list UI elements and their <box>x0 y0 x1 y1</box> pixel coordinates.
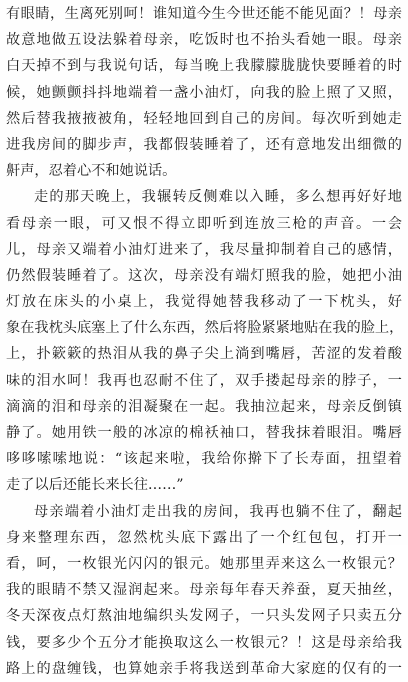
text-line: 冬天深夜点灯熬油地编织头发网子，一只头发网子只卖五分 <box>6 608 402 625</box>
text-line: 哆哆嗦嗦地说：“该起来啦，我给你擀下了长寿面，扭望着 <box>6 451 402 468</box>
text-line: 走的那天晚上，我辗转反侧难以入睡，多么想再好好地 <box>34 189 402 206</box>
text-line: 故意地做五设法躲着母亲，吃饭时也不抬头看她一眼。母亲 <box>6 32 402 49</box>
body-text <box>6 1 402 682</box>
text-line: 候，她颤颤抖抖地端着一盏小油灯，向我的脸上照了又照， <box>6 84 402 101</box>
text-line: 走了以后还能长来长往……” <box>6 477 184 494</box>
text-line: 滴滴的泪和母亲的泪凝聚在一起。我抽泣起来，母亲反倒镇 <box>6 398 402 415</box>
text-line: 母亲端着小油灯走出我的房间，我再也躺不住了，翻起 <box>34 503 402 520</box>
text-line: 鼾声，忍着心不和她说话。 <box>6 163 177 180</box>
text-line: 仍然假装睡着了。这次，母亲没有端灯照我的脸，她把小油 <box>6 267 402 284</box>
text-line: 上，扑簌簌的热泪从我的鼻子尖上淌到嘴唇，苦涩的发着酸 <box>6 346 402 363</box>
text-line: 有眼睛，生离死别呵！谁知道今生今世还能不能见面？！母亲 <box>6 6 402 22</box>
text-line: 象在我枕头底塞上了什么东西，然后将脸紧紧地贴在我的脸上， <box>6 320 404 337</box>
text-line: 路上的盘缠钱，也算她亲手将我送到革命大家庭的仅有的一 <box>6 660 402 677</box>
text-line: 看，呵，一枚银光闪闪的银元。她那里弄来这么一枚银元？ <box>6 555 402 572</box>
text-line: 然后替我掖掖被角，轻轻地回到自己的房间。每次听到她走 <box>6 110 402 127</box>
text-line: 钱，要多少个五分才能换取这么一枚银元？！这是母亲给我 <box>6 634 402 651</box>
text-line: 看母亲一眼，可又恨不得立即听到连放三枪的声音。一会 <box>6 215 402 232</box>
text-line: 儿，母亲又端着小油灯进来了，我尽量抑制着自己的感情， <box>6 241 402 258</box>
text-line: 静了。她用铁一般的冰凉的棉袄袖口，替我抹着眼泪。嘴唇 <box>6 425 402 441</box>
text-line: 身来整理东西，忽然枕头底下露出了一个红包包，打开一 <box>6 529 402 546</box>
text-line: 白天掉不到与我说句话，每当晚上我朦朦胧胧快要睡着的时 <box>6 58 402 75</box>
text-line: 味的泪水呵！我再也忍耐不住了，双手搂起母亲的脖子，一 <box>6 372 402 389</box>
text-line: 我的眼睛不禁又湿润起来。母亲每年春天养蚕，夏天抽丝， <box>6 582 402 599</box>
text-line: 灯放在床头的小桌上，我觉得她替我移动了一下枕头，好 <box>6 294 402 311</box>
text-line: 进我房间的脚步声，我都假装睡着了，还有意地发出细微的 <box>6 136 402 153</box>
